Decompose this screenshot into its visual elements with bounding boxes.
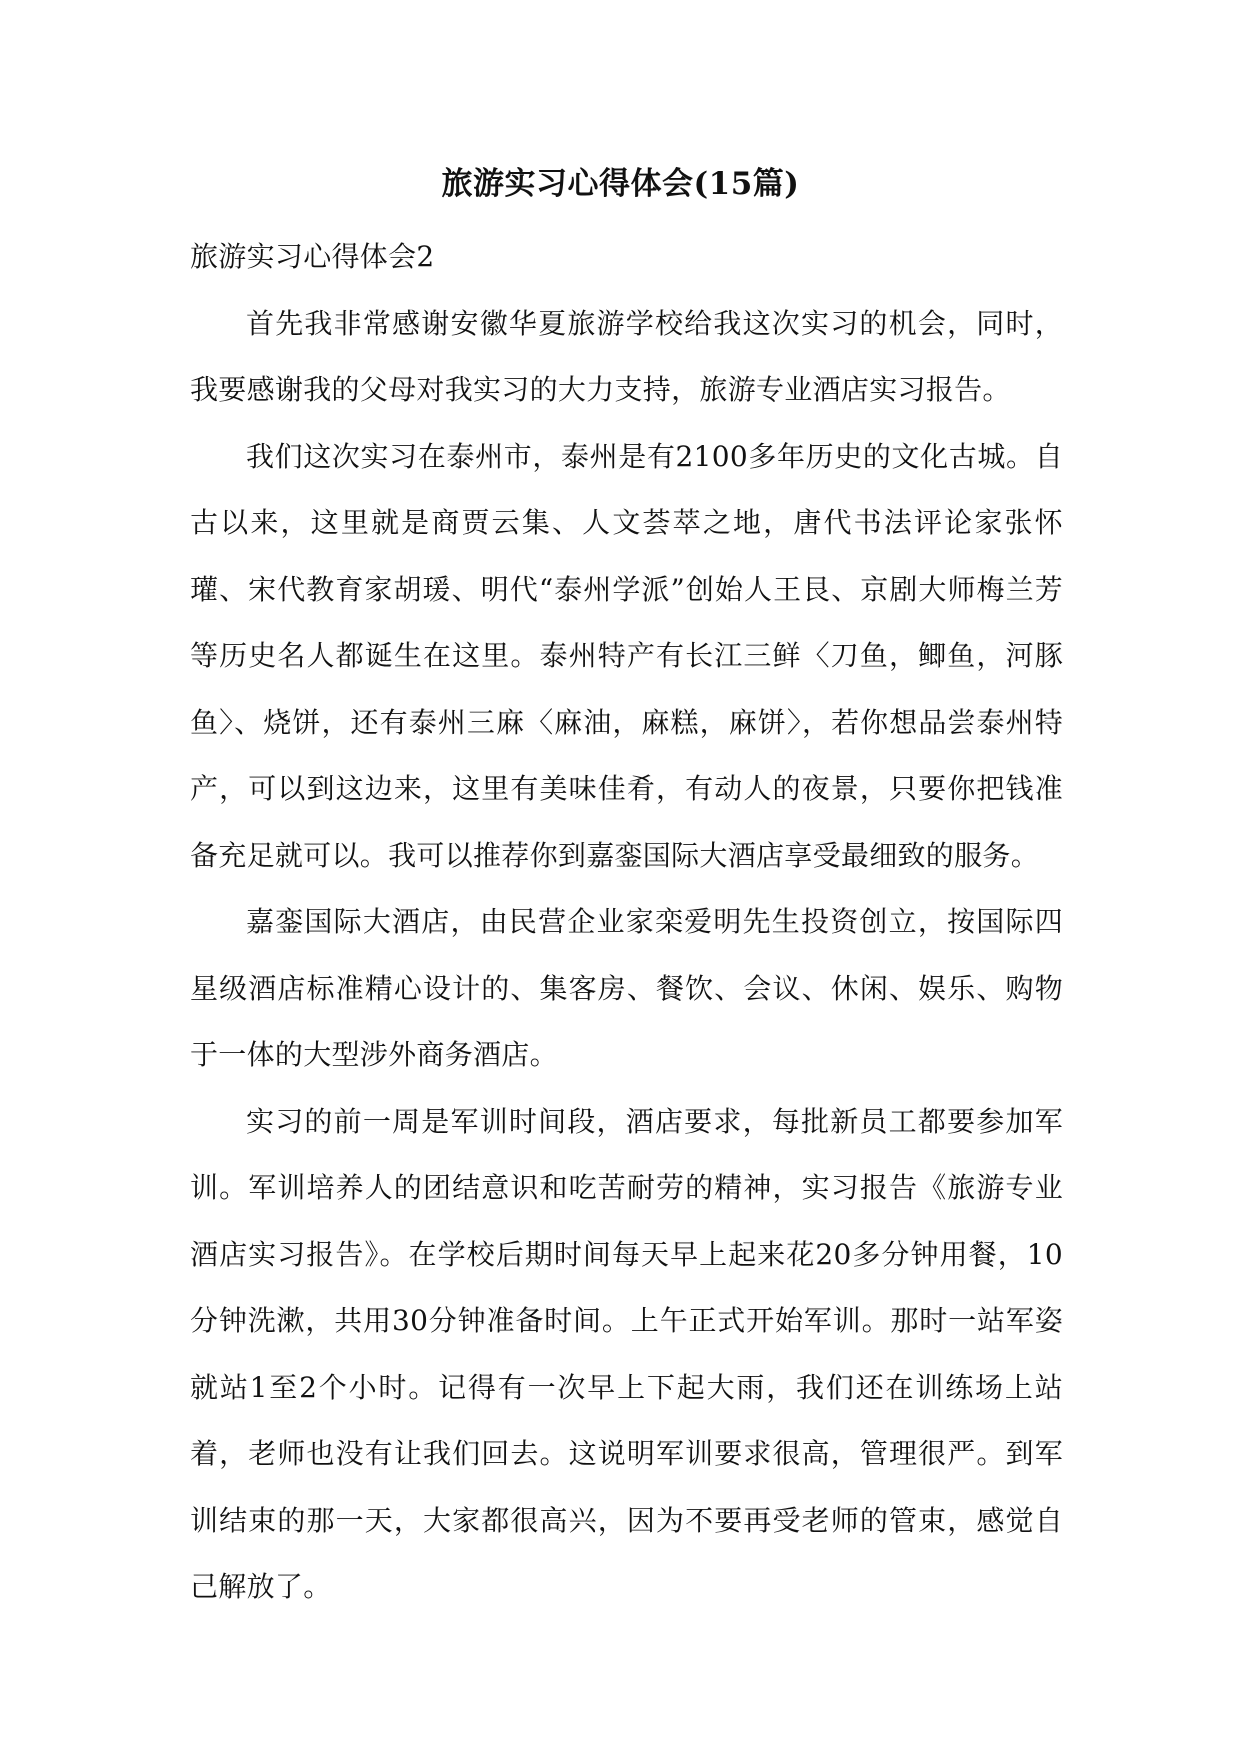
document-body xyxy=(190,224,1063,1621)
document-title: 旅游实习心得体会(15篇) xyxy=(441,166,800,202)
paragraph-gratitude: 首先我非常感谢安徽华夏旅游学校给我这次实习的机会，同时，我要感谢我的父母对我实习的大力支持，旅游专业酒店实习报告。 xyxy=(190,306,1063,406)
section-heading: 旅游实习心得体会2 xyxy=(190,240,435,273)
paragraph-taizhou: 我们这次实习在泰州市，泰州是有2100多年历史的文化古城。自古以来，这里就是商贾云集、人文荟萃之地，唐代书法评论家张怀瓘、宋代教育家胡瑗、明代“泰州学派”创始人王艮、京剧大师梅兰芳等历史名人都诞生在这里。泰州特产有长江三鲜〈刀鱼，鲫鱼，河豚鱼〉、烧饼，还有泰州三麻〈麻油，麻糕，麻饼〉，若你想品尝泰州特产，可以到这边来，这里有美味佳肴，有动人的夜景，只要你把钱准备充足就可以。我可以推荐你到嘉銮国际大酒店享受最细致的服务。 xyxy=(190,439,1063,872)
paragraph-hotel: 嘉銮国际大酒店，由民营企业家栾爱明先生投资创立，按国际四星级酒店标准精心设计的、集客房、餐饮、会议、休闲、娱乐、购物于一体的大型涉外商务酒店。 xyxy=(190,905,1063,1071)
paragraph-military-training: 实习的前一周是军训时间段，酒店要求，每批新员工都要参加军训。军训培养人的团结意识和吃苦耐劳的精神，实习报告《旅游专业酒店实习报告》。在学校后期时间每天早上起来花20多分钟用餐，10分钟洗漱，共用30分钟准备时间。上午正式开始军训。那时一站军姿就站1至2个小时。记得有一次早上下起大雨，我们还在训练场上站着，老师也没有让我们回去。这说明军训要求很高，管理很严。到军训结束的那一天，大家都很高兴，因为不要再受老师的管束，感觉自己解放了。 xyxy=(190,1104,1063,1603)
